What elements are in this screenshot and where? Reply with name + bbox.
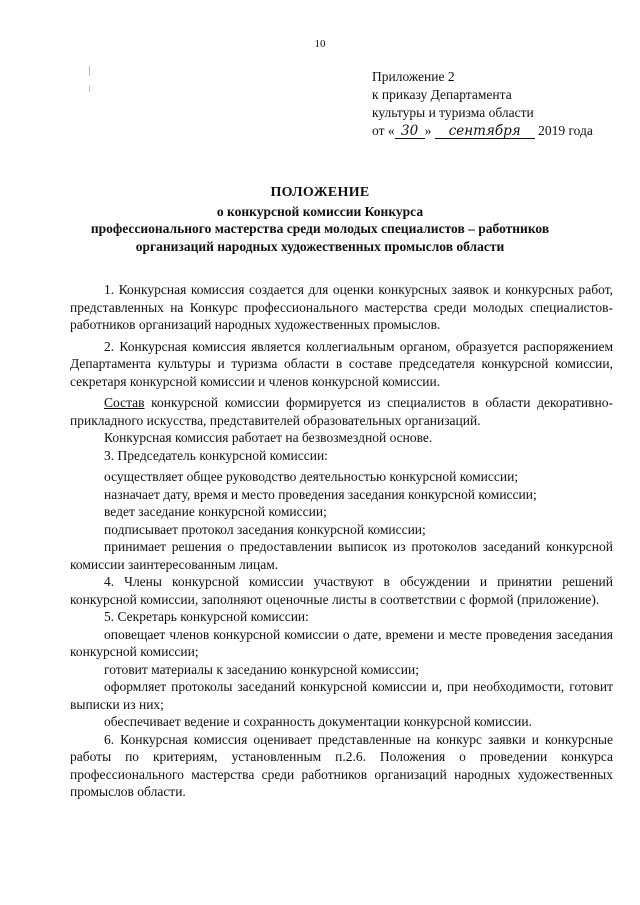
- paragraph-1: 1. Конкурсная комиссия создается для оценки конкурсных заявок и конкурсных работ, представленных на Конкурс профессионального мастерства среди молодых специалистов-работников организаций народных художественных промыслов.: [70, 282, 613, 332]
- paragraph-13: оповещает членов конкурсной комиссии о дате, времени и месте проведения заседания конкурсной комиссии;: [70, 626, 613, 659]
- date-year: 2019 года: [538, 123, 593, 138]
- appendix-line-2: к приказу Департамента: [372, 87, 512, 102]
- page-number: 10: [314, 38, 326, 50]
- document-heading: [0, 184, 640, 255]
- appendix-line-3: культуры и туризма области: [372, 105, 534, 120]
- paragraph-6: осуществляет общее руководство деятельностью конкурсной комиссии;: [104, 469, 519, 484]
- paragraph-12: 5. Секретарь конкурсной комиссии:: [104, 609, 309, 624]
- date-quote: »: [424, 123, 432, 138]
- document-body: [70, 281, 613, 801]
- appendix-block: [372, 68, 593, 140]
- paragraph-3: [70, 394, 613, 429]
- handwritten-month: сентября: [435, 124, 535, 139]
- underlined-word: Состав: [104, 395, 145, 410]
- paragraph-3-text: конкурсной комиссии формируется из специалистов в области декоративно-прикладного искусства, представителей образовательных организаций.: [70, 395, 613, 428]
- paragraph-16: обеспечивает ведение и сохранность документации конкурсной комиссии.: [104, 714, 532, 729]
- paragraph-17: 6. Конкурсная комиссия оценивает представленные на конкурс заявки и конкурсные работы по критериям, установленным п.2.6. Положения о проведении конкурса профессионального мастерства среди работников организаций народных художественных промыслов области.: [70, 731, 613, 799]
- paragraph-10: принимает решения о предоставлении выписок из протоколов заседаний конкурсной комиссии заинтересованным лицам.: [70, 539, 613, 572]
- paragraph-15: оформляет протоколы заседаний конкурсной комиссии и, при необходимости, готовит выписки из них;: [70, 679, 613, 712]
- document-title: ПОЛОЖЕНИЕ: [270, 185, 370, 200]
- margin-mark: [89, 66, 90, 76]
- margin-mark: [89, 86, 90, 92]
- paragraph-11: 4. Члены конкурсной комиссии участвуют в обсуждении и принятии решений конкурсной комиссии, заполняют оценочные листы в соответствии с формой (приложение).: [70, 574, 613, 607]
- paragraph-8: ведет заседание конкурсной комиссии;: [104, 504, 327, 519]
- paragraph-7: назначает дату, время и место проведения заседания конкурсной комиссии;: [104, 486, 537, 502]
- paragraph-4: Конкурсная комиссия работает на безвозмездной основе.: [104, 430, 433, 445]
- handwritten-day: 30: [395, 124, 425, 139]
- paragraph-14: готовит материалы к заседанию конкурсной комиссии;: [104, 661, 419, 677]
- heading-line-2: профессионального мастерства среди молодых специалистов – работников: [90, 221, 550, 236]
- paragraph-2: 2. Конкурсная комиссия является коллегиальным органом, образуется распоряжением Департамента культуры и туризма области в составе председателя конкурсной комиссии, секретаря конкурсной комиссии и членов конкурсной комиссии.: [70, 338, 613, 389]
- appendix-date-line: [372, 122, 593, 140]
- heading-line-1: о конкурсной комиссии Конкурса: [216, 203, 424, 219]
- date-prefix: от «: [372, 123, 395, 138]
- paragraph-5: 3. Председатель конкурсной комиссии:: [104, 447, 328, 463]
- paragraph-9: подписывает протокол заседания конкурсной комиссии;: [104, 521, 426, 537]
- heading-line-3: организаций народных художественных промыслов области: [135, 238, 505, 254]
- appendix-line-1: Приложение 2: [372, 69, 455, 84]
